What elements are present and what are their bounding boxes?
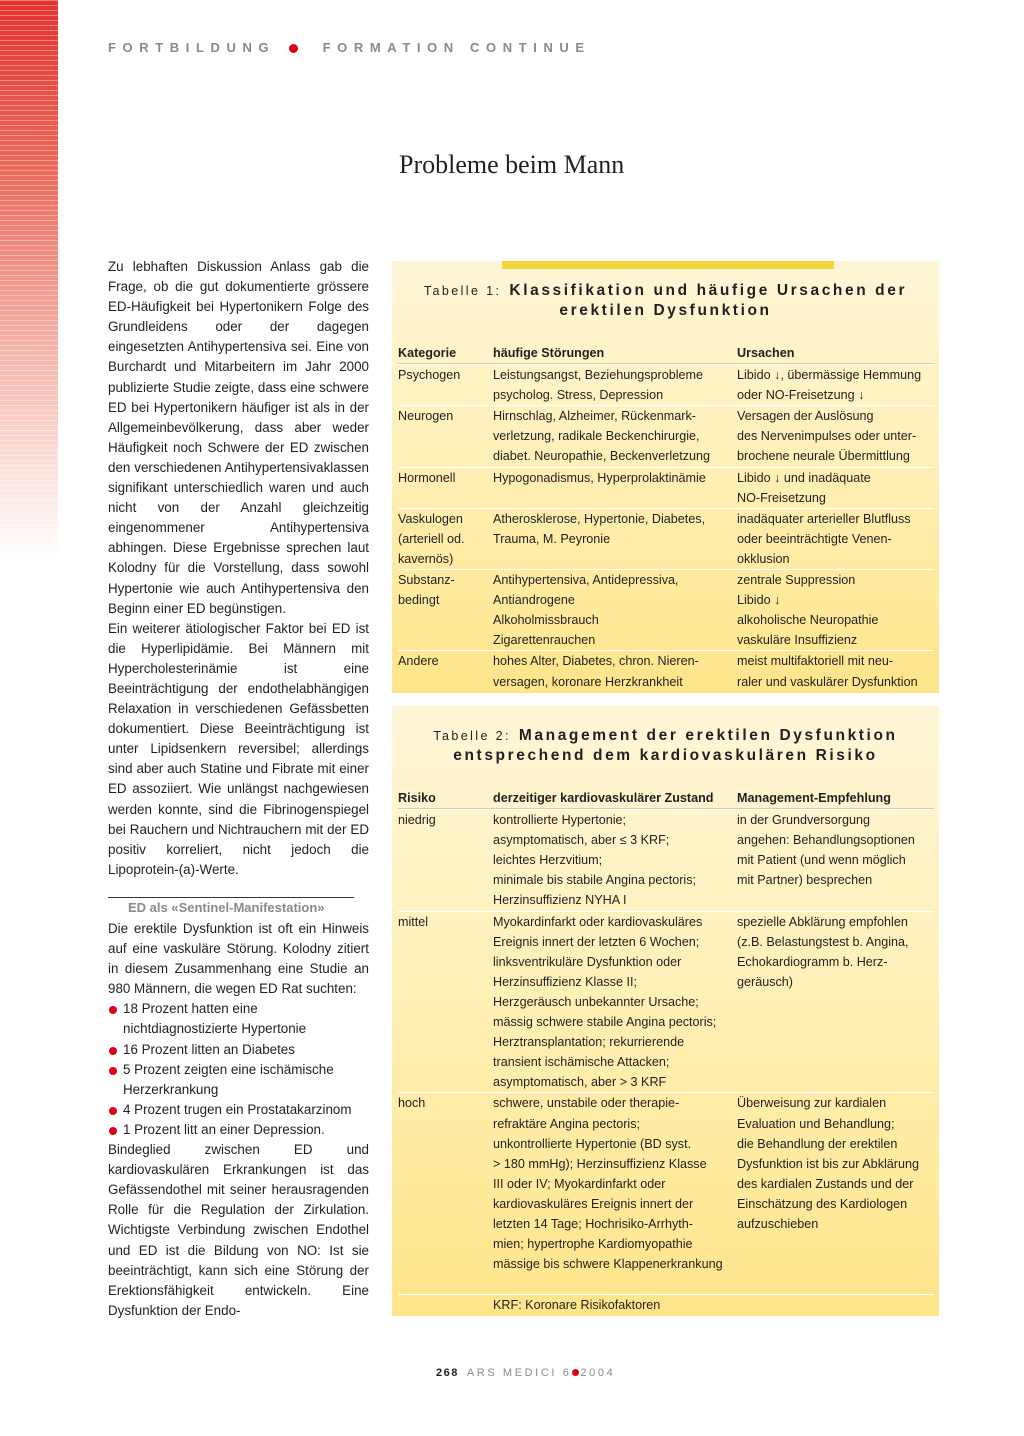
- table-cell: Überweisung zur kardialen Evaluation und Behandlung; die Behandlung der erektilen Dysfunktion ist bis zur Abklärung des kardialen Zustands und der Einschätzung des Kardiologen aufzuschieben: [737, 1096, 919, 1231]
- text-column-top: [108, 257, 369, 880]
- table-cell: Libido ↓ und inadäquate NO-Freisetzung: [737, 470, 871, 505]
- table-footnote: KRF: Koronare Risikofaktoren: [493, 1298, 661, 1313]
- table-cell: Andere: [398, 654, 439, 669]
- table-row: [398, 911, 934, 1093]
- table-1-box: [392, 261, 939, 693]
- journal-year: 2004: [580, 1367, 616, 1379]
- table-header-row: [398, 788, 934, 809]
- body-paragraph-4: Bindeglied zwischen ED und kardiovaskulären Erkrankungen ist das Gefässendothel mit seiner herausragenden Rolle für die Regulation der Zirkulation. Wichtigste Verbindung zwischen Endothel und ED ist die Bildung von NO: Ist sie beeinträchtigt, kann sich eine Störung der Erektionsfähigkeit entwickeln. Eine Dysfunktion der Endo-: [108, 1142, 369, 1318]
- table-row: [398, 405, 934, 466]
- bullet-dot-icon: [289, 44, 298, 53]
- table-cell: schwere, unstabile oder therapie- refraktäre Angina pectoris; unkontrollierte Hypertonie (BD syst. > 180 mmHg); Herzinsuffizienz Klasse III oder IV; Myokardinfarkt oder kardiovaskuläres Ereignis innert der letzten 14 Tage; Hochrisiko-Arrhyth- mien; hypertrophe Kardiomyopathie mässige bis schwere Klappenerkrankung: [493, 1096, 723, 1272]
- table-1-title: Klassifikation und häufige Ursachen der erektilen Dysfunktion: [509, 282, 908, 319]
- table-cell: zentrale Suppression Libido ↓ alkoholische Neuropathie vaskuläre Insuffizienz: [737, 573, 879, 648]
- table-cell: hohes Alter, Diabetes, chron. Nieren- versagen, koronare Herzkrankheit: [493, 654, 699, 689]
- list-item: 4 Prozent trugen ein Prostatakarzinom: [108, 1100, 369, 1120]
- table-1-label: Tabelle 1:: [423, 284, 502, 298]
- table-2-title: Management der erektilen Dysfunktion entsprechend dem kardiovaskulären Risiko: [453, 727, 898, 764]
- table-cell: Antihypertensiva, Antidepressiva, Antiandrogene Alkoholmissbrauch Zigarettenrauchen: [493, 573, 679, 648]
- table-row: [398, 508, 934, 569]
- table-cell: Hirnschlag, Alzheimer, Rückenmark- verletzung, radikale Beckenchirurgie, diabet. Neuropathie, Beckenverletzung: [493, 409, 711, 464]
- list-item: 1 Prozent litt an einer Depression.: [108, 1120, 369, 1140]
- table-row: [398, 1092, 934, 1274]
- table-cell: Psychogen: [398, 368, 461, 383]
- table-cell: Hormonell: [398, 470, 456, 485]
- table-cell: meist multifaktoriell mit neu- raler und vaskulärer Dysfunktion: [737, 654, 918, 689]
- table-cell: Neurogen: [398, 409, 454, 424]
- page-number: 268: [436, 1367, 459, 1379]
- table-accent-bar: [502, 261, 834, 269]
- table-cell: Myokardinfarkt oder kardiovaskuläres Ereignis innert der letzten 6 Wochen; linksventrikuläre Dysfunktion oder Herzinsuffizienz Klasse II; Herzgeräusch unbekannter Ursache; mässig schwere stabile Angina pectoris; Herztransplantation; rekurrierende transient ischämische Attacken; asymptomatisch, aber > 3 KRF: [493, 914, 717, 1090]
- bullet-list: [108, 999, 369, 1140]
- table-cell: spezielle Abklärung empfohlen (z.B. Belastungstest b. Angina, Echokardiogramm b. Herz- geräusch): [737, 914, 909, 989]
- table-row: [398, 364, 934, 405]
- table-cell: hoch: [398, 1096, 426, 1111]
- table-footnote-spacer: [398, 1295, 493, 1315]
- table-cell: Versagen der Auslösung des Nervenimpulses oder unter- brochene neurale Übermittlung: [737, 409, 917, 464]
- list-item: 18 Prozent hatten eine nichtdiagnostizierte Hypertonie: [108, 999, 369, 1039]
- table-header-cell: Ursachen: [737, 346, 795, 360]
- table-header-cell: Risiko: [398, 791, 436, 805]
- table-cell: Atherosklerose, Hypertonie, Diabetes, Trauma, M. Peyronie: [493, 511, 706, 546]
- section-header: [108, 40, 591, 55]
- bullet-dot-icon: [572, 1369, 579, 1376]
- body-paragraph-3: Die erektile Dysfunktion ist oft ein Hinweis auf eine vaskuläre Störung. Kolodny zitiert in diesem Zusammenhang eine Studie an 980 Männern, die wegen ED Rat suchten:: [108, 921, 369, 997]
- table-header-cell: häufige Störungen: [493, 346, 605, 360]
- table-cell: mittel: [398, 914, 429, 929]
- table-row: [398, 650, 934, 691]
- table-cell: inadäquater arterieller Blutfluss oder beeinträchtigte Venen- okklusion: [737, 511, 911, 566]
- body-paragraph-1: Zu lebhaften Diskussion Anlass gab die Frage, ob die gut dokumentierte grössere ED-Häufigkeit bei Hypertonikern Folge des Grundleidens oder der dagegen eingesetzten Antihypertensiva sei. Eine von Burchardt und Mitarbeitern im Jahr 2000 publizierte Studie zeigte, dass eine schwere ED bei Hypertonikern häufiger ist als in der Allgemeinbevölkerung, dass aber weder Häufigkeit noch Schwere der ED zwischen den verschiedenen Antihypertensivaklassen signifikant unterschiedlich waren und auch nicht von der Anzahl gleichzeitig eingenommener Antihypertensiva abhingen. Diese Ergebnisse sprechen laut Kolodny für die Vorstellung, dass sowohl Hypertonie wie auch Antihypertensiva den Beginn einer ED begünstigen.: [108, 259, 369, 616]
- table-cell: Vaskulogen (arteriell od. kavernös): [398, 511, 465, 566]
- table-cell: niedrig: [398, 813, 436, 828]
- list-item: 16 Prozent litten an Diabetes: [108, 1040, 369, 1060]
- table-cell: Substanz- bedingt: [398, 573, 455, 608]
- table-row: [398, 809, 934, 910]
- table-footnote-spacer: [737, 1295, 934, 1315]
- decorative-red-stripe: [0, 0, 58, 560]
- table-header-cell: derzeitiger kardiovaskulärer Zustand: [493, 791, 714, 805]
- table-header-row: [398, 343, 934, 364]
- table-cell: Libido ↓, übermässige Hemmung oder NO-Freisetzung ↓: [737, 368, 922, 403]
- table-header-cell: Management-Empfehlung: [737, 791, 891, 805]
- list-item: 5 Prozent zeigten eine ischämische Herzerkrankung: [108, 1060, 369, 1100]
- table-footnote-row: [398, 1294, 934, 1315]
- section-subheading: ED als «Sentinel-Manifestation»: [128, 900, 325, 915]
- table-2-box: [392, 706, 939, 1316]
- header-right: FORMATION CONTINUE: [322, 40, 591, 55]
- table-2: [398, 788, 934, 1315]
- table-2-caption: [392, 726, 939, 766]
- table-cell: kontrollierte Hypertonie; asymptomatisch, aber ≤ 3 KRF; leichtes Herzvitium; minimale bis stabile Angina pectoris; Herzinsuffizienz NYHA I: [493, 813, 697, 908]
- table-2-label: Tabelle 2:: [433, 729, 511, 743]
- table-cell: in der Grundversorgung angehen: Behandlungsoptionen mit Patient (und wenn möglich mit Partner) besprechen: [737, 813, 915, 888]
- table-row: [398, 467, 934, 508]
- table-cell: Leistungsangst, Beziehungsprobleme psycholog. Stress, Depression: [493, 368, 704, 403]
- header-left: FORTBILDUNG: [108, 40, 276, 55]
- table-header-cell: Kategorie: [398, 346, 457, 360]
- text-column-bottom: [108, 919, 369, 1321]
- table-1-caption: [392, 281, 939, 321]
- page-footer: [436, 1367, 615, 1379]
- page-title: Probleme beim Mann: [399, 150, 625, 179]
- body-paragraph-2: Ein weiterer ätiologischer Faktor bei ED ist die Hyperlipidämie. Bei Männern mit Hypercholesterinämie ist eine Beeinträchtigung der endothelabhängigen Relaxation in verschiedenen Gefässbetten dokumentiert. Diese Beeinträchtigung ist unter Lipidsenkern reversibel; allerdings sind aber auch Statine und Fibrate mit einer ED assoziiert. Wie unlängst nachgewiesen werden konnte, sind die Fibrinogenspiegel bei Rauchern und Nichtrauchern mit der ED positiv korreliert, nicht jedoch die Lipoprotein-(a)-Werte.: [108, 620, 369, 877]
- table-row: [398, 569, 934, 650]
- journal-name: ARS MEDICI 6: [466, 1367, 572, 1379]
- table-1: [398, 343, 934, 692]
- table-cell: Hypogonadismus, Hyperprolaktinämie: [493, 470, 706, 485]
- section-divider: [108, 897, 354, 898]
